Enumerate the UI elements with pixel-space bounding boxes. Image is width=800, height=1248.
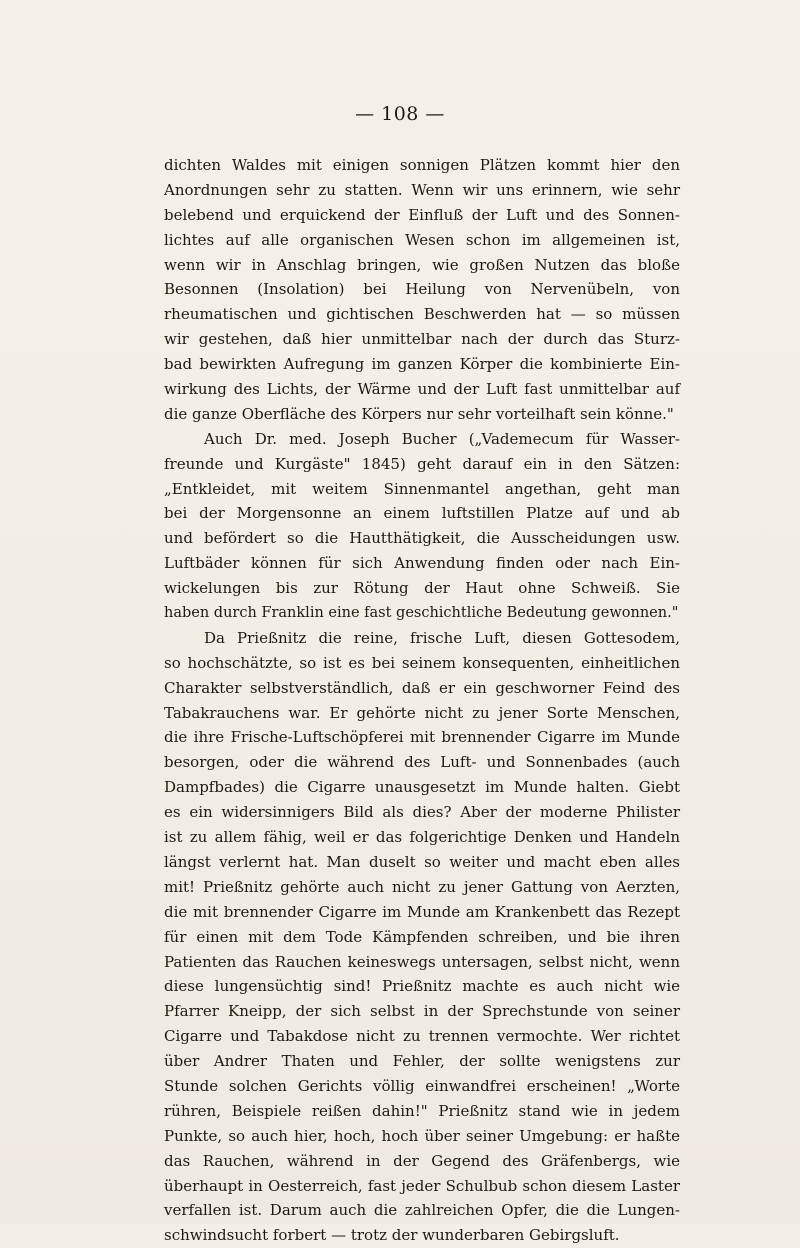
text-line: Besonnen (Insolation) bei Heilung von Nervenübeln, von	[164, 280, 680, 299]
text-line: Tabakrauchens war. Er gehörte nicht zu jener Sorte Menschen,	[164, 703, 680, 722]
text-line: Da Prießnitz die reine, frische Luft, diesen Gottesodem,	[204, 628, 680, 647]
text-line: lichtes auf alle organischen Wesen schon im allgemeinen ist,	[164, 230, 680, 249]
text-line: für einen mit dem Tode Kämpfenden schreiben, und bie ihren	[164, 927, 680, 946]
text-line: dichten Waldes mit einigen sonnigen Plätzen kommt hier den	[164, 156, 680, 174]
text-line: Punkte, so auch hier, hoch, hoch über seiner Umgebung: er haßte	[164, 1126, 680, 1145]
text-line: wirkung des Lichts, der Wärme und der Luft fast unmittelbar auf	[164, 380, 680, 399]
text-line: ist zu allem fähig, weil er das folgerichtige Denken und Handeln	[164, 828, 680, 847]
text-line: wenn wir in Anschlag bringen, wie großen Nutzen das bloße	[164, 255, 680, 274]
text-line: schwindsucht forbert — trotz der wunderbaren Gebirgsluft.	[164, 1226, 620, 1245]
text-line: die ganze Oberfläche des Körpers nur sehr vorteilhaft sein könne."	[164, 404, 674, 423]
text-line: verfallen ist. Darum auch die zahlreichen Opfer, die die Lungen-	[164, 1201, 680, 1220]
text-line: Charakter selbstverständlich, daß er ein geschworner Feind des	[164, 678, 680, 697]
text-line: und befördert so die Hautthätigkeit, die Ausscheidungen usw.	[164, 529, 680, 548]
text-line: mit! Prießnitz gehörte auch nicht zu jener Gattung von Aerzten,	[164, 877, 680, 896]
text-line: Auch Dr. med. Joseph Bucher („Vademecum für Wasser-	[204, 429, 680, 448]
text-line: freunde und Kurgäste" 1845) geht darauf ein in den Sätzen:	[164, 454, 680, 473]
text-line: Cigarre und Tabakdose nicht zu trennen vermochte. Wer richtet	[164, 1027, 680, 1046]
body-text	[164, 153, 680, 1248]
text-line: es ein widersinnigers Bild als dies? Aber der moderne Philister	[164, 803, 680, 822]
text-line: rühren, Beispiele reißen dahin!" Prießnitz stand wie in jedem	[164, 1101, 680, 1120]
text-line: Anordnungen sehr zu statten. Wenn wir uns erinnern, wie sehr	[164, 180, 680, 199]
text-line: Luftbäder können für sich Anwendung finden oder nach Ein-	[164, 554, 680, 573]
text-line: die mit brennender Cigarre im Munde am Krankenbett das Rezept	[164, 902, 680, 921]
text-line: belebend und erquickend der Einfluß der Luft und des Sonnen-	[164, 205, 680, 224]
text-line: wir gestehen, daß hier unmittelbar nach der durch das Sturz-	[164, 330, 680, 349]
text-line: Stunde solchen Gerichts völlig einwandfrei erscheinen! „Worte	[164, 1076, 680, 1095]
text-line: wickelungen bis zur Rötung der Haut ohne Schweiß. Sie	[164, 579, 680, 598]
text-line: „Entkleidet, mit weitem Sinnenmantel angethan, geht man	[164, 479, 680, 498]
text-line: längst verlernt hat. Man duselt so weiter und macht eben alles	[164, 852, 680, 871]
text-line: haben durch Franklin eine fast geschichtliche Bedeutung gewonnen."	[164, 605, 679, 622]
text-line: Patienten das Rauchen keineswegs untersagen, selbst nicht, wenn	[164, 952, 680, 971]
text-line: diese lungensüchtig sind! Prießnitz machte es auch nicht wie	[164, 977, 680, 996]
text-line: die ihre Frische-Luftschöpferei mit brennender Cigarre im Munde	[164, 728, 680, 747]
text-line: besorgen, oder die während des Luft- und Sonnenbades (auch	[164, 753, 680, 772]
text-line: Pfarrer Kneipp, der sich selbst in der Sprechstunde von seiner	[164, 1002, 680, 1021]
text-line: Dampfbades) die Cigarre unausgesetzt im Munde halten. Giebt	[164, 778, 680, 797]
text-line: bad bewirkten Aufregung im ganzen Körper die kombinierte Ein-	[164, 355, 680, 374]
text-line: rheumatischen und gichtischen Beschwerden hat — so müssen	[164, 305, 680, 324]
text-line: bei der Morgensonne an einem luftstillen Platze auf und ab	[164, 504, 680, 523]
text-line: über Andrer Thaten und Fehler, der sollte wenigstens zur	[164, 1052, 680, 1071]
text-line: so hochschätzte, so ist es bei seinem konsequenten, einheitlichen	[164, 653, 680, 672]
text-line: überhaupt in Oesterreich, fast jeder Schulbub schon diesem Laster	[164, 1176, 680, 1195]
text-line: das Rauchen, während in der Gegend des Gräfenbergs, wie	[164, 1151, 680, 1170]
page-number: — 108 —	[355, 103, 445, 125]
